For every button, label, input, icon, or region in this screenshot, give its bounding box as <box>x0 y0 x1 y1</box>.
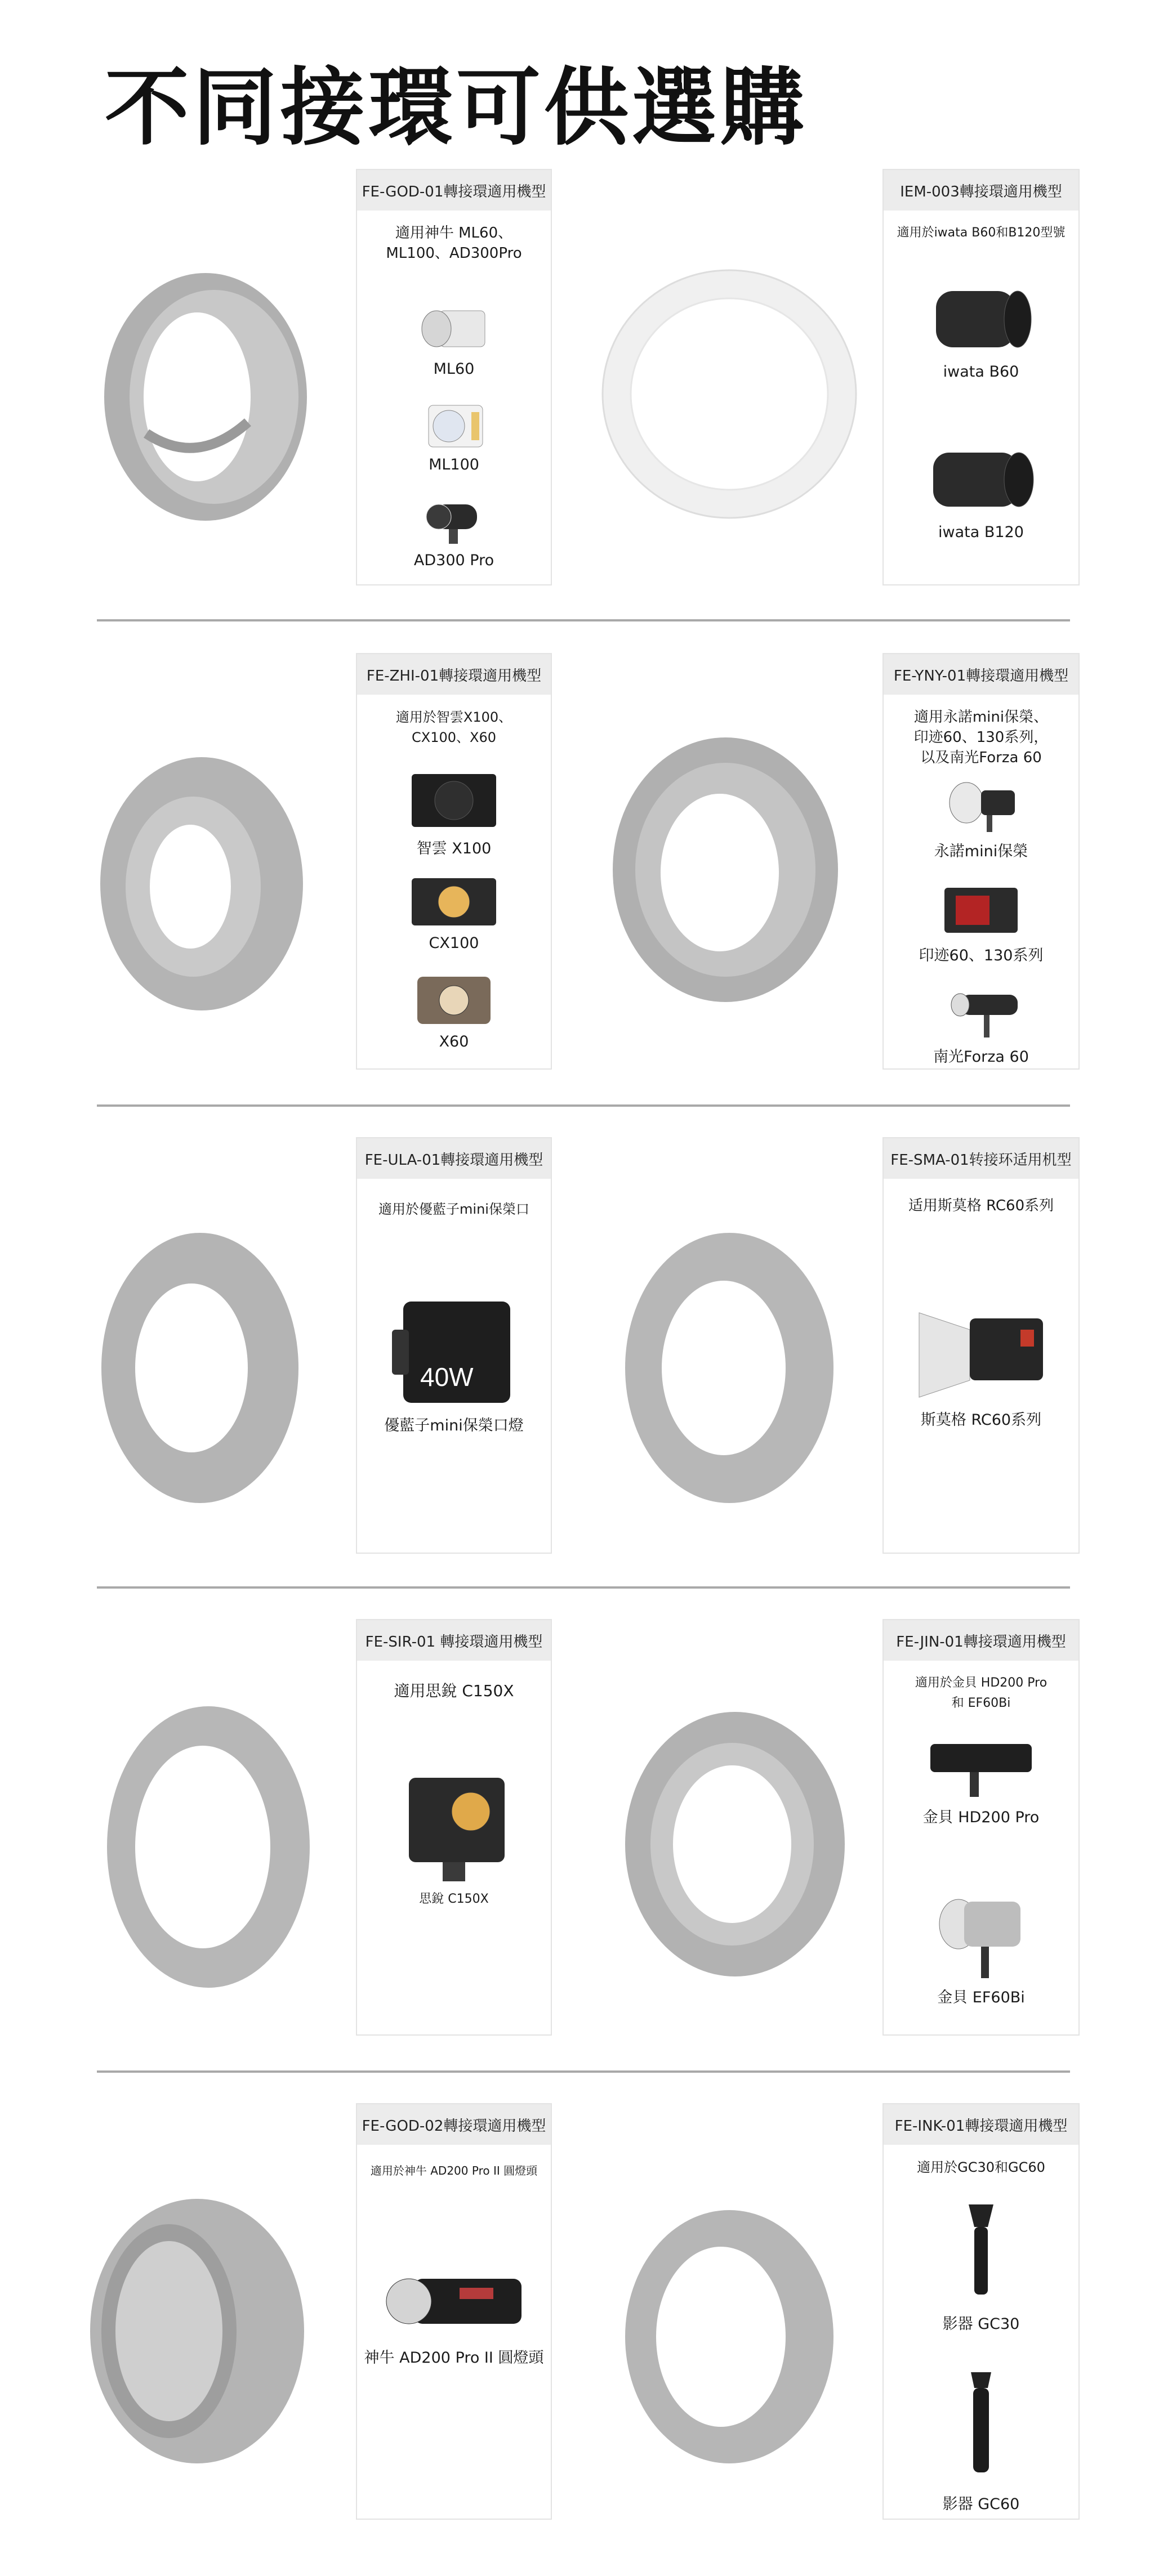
light-ef60bi-icon <box>930 1885 1032 1980</box>
product-iwata-b120 <box>884 440 1078 541</box>
section-divider <box>97 1104 1070 1107</box>
compat-card-fe-yny-01 <box>882 653 1080 1070</box>
card-header: FE-GOD-02轉接環適用機型 <box>357 2104 551 2145</box>
card-header: FE-YNY-01轉接環適用機型 <box>884 654 1078 695</box>
product-label: 影器 GC30 <box>942 2315 1020 2333</box>
adapter-ring-icon <box>619 1227 839 1509</box>
card-description: 適用於GC30和GC60 <box>917 2159 1045 2175</box>
card-header: FE-SMA-01转接环适用机型 <box>884 1138 1078 1179</box>
compat-card-fe-god-02 <box>356 2103 552 2520</box>
product-label: X60 <box>439 1033 469 1050</box>
product-label: 影器 GC60 <box>942 2496 1020 2513</box>
adapter-ring-icon <box>619 1703 850 1985</box>
product-sirui-c150x <box>357 1766 551 1907</box>
light-yinji-icon <box>939 882 1023 938</box>
light-b60-icon <box>925 280 1037 359</box>
product-ml60 <box>357 305 551 378</box>
product-cx100 <box>357 874 551 952</box>
section-3 <box>0 1126 1150 1610</box>
product-label: 優藍子mini保榮口燈 <box>384 1417 524 1434</box>
compat-card-fe-ula-01 <box>356 1137 552 1554</box>
section-2 <box>0 642 1150 1126</box>
svg-text:40W: 40W <box>420 1362 474 1392</box>
card-description: 適用思銳 C150X <box>394 1681 514 1700</box>
light-b120-icon <box>922 440 1040 519</box>
compat-card-iem-003 <box>882 169 1080 585</box>
product-label: 金貝 EF60Bi <box>937 1989 1025 2006</box>
card-description: 適用於金貝 HD200 Pro 和 EF60Bi <box>915 1676 1048 1710</box>
product-ml100 <box>357 401 551 473</box>
product-label: iwata B120 <box>938 524 1024 541</box>
adapter-ring-icon <box>619 2204 839 2469</box>
card-header: IEM-003轉接環適用機型 <box>884 170 1078 211</box>
product-label: CX100 <box>429 934 479 952</box>
card-header: FE-ZHI-01轉接環適用機型 <box>357 654 551 695</box>
section-divider <box>97 1586 1070 1589</box>
light-x100-icon <box>406 770 502 831</box>
card-header: FE-JIN-01轉接環適用機型 <box>884 1620 1078 1661</box>
section-divider <box>97 2070 1070 2073</box>
card-description: 適用於智雲X100、 CX100、X60 <box>395 709 512 745</box>
card-description: 適用神牛 ML60、 ML100、AD300Pro <box>386 225 522 262</box>
product-x60 <box>357 972 551 1050</box>
product-yongnuo-mini <box>884 778 1078 861</box>
product-ad300 <box>357 497 551 569</box>
product-label: 斯莫格 RC60系列 <box>920 1411 1042 1429</box>
card-description: 适用斯莫格 RC60系列 <box>908 1197 1054 1214</box>
light-ad200-icon <box>375 2268 533 2335</box>
product-iwata-b60 <box>884 280 1078 381</box>
compat-card-fe-ink-01 <box>882 2103 1080 2520</box>
product-label: AD300 Pro <box>413 552 494 569</box>
compat-card-fe-god-01 <box>356 169 552 585</box>
light-gc60-icon <box>959 2369 1004 2487</box>
product-ulanzi-mini <box>357 1296 551 1435</box>
adapter-ring-icon <box>607 732 844 1008</box>
product-x100 <box>357 770 551 858</box>
light-ml100-icon <box>417 401 491 451</box>
compat-card-fe-sir-01 <box>356 1619 552 2036</box>
adapter-ring-icon <box>597 265 862 524</box>
light-forza-icon <box>939 983 1023 1040</box>
compat-card-fe-jin-01 <box>882 1619 1080 2036</box>
card-description: 適用永諾mini保榮、 印迹60、130系列， 以及南光Forza 60 <box>913 709 1049 766</box>
light-gc30-icon <box>959 2200 1004 2307</box>
compat-card-fe-sma-01 <box>882 1137 1080 1554</box>
card-description: 適用於優藍子mini保榮口 <box>378 1201 529 1217</box>
card-description: 適用於神牛 AD200 Pro II 圓燈頭 <box>370 2164 538 2177</box>
light-x60-icon <box>412 972 496 1028</box>
section-divider <box>97 619 1070 621</box>
light-cx100-icon <box>406 874 502 930</box>
product-yinji <box>884 882 1078 965</box>
product-gc30 <box>884 2200 1078 2333</box>
card-header: FE-ULA-01轉接環適用機型 <box>357 1138 551 1179</box>
adapter-ring-icon <box>84 2193 310 2469</box>
product-jinbei-hd200 <box>884 1733 1078 1827</box>
product-label: iwata B60 <box>943 363 1019 381</box>
product-label: 印迹60、130系列 <box>919 947 1044 964</box>
card-header: FE-INK-01轉接環適用機型 <box>884 2104 1078 2145</box>
product-label: ML100 <box>429 456 479 473</box>
adapter-ring-icon <box>96 265 315 529</box>
card-header: FE-GOD-01轉接環適用機型 <box>357 170 551 211</box>
page-title: 不同接環可供選購 <box>104 59 808 157</box>
product-smallrig-rc60 <box>884 1296 1078 1429</box>
section-5 <box>0 2092 1150 2576</box>
light-ulanzi-icon <box>386 1296 521 1408</box>
light-yongnuo-icon <box>942 778 1020 834</box>
product-ad200-pro-ii <box>357 2268 551 2367</box>
section-1 <box>0 158 1150 642</box>
light-rc60-icon <box>908 1296 1054 1403</box>
light-hd200-icon <box>919 1733 1043 1800</box>
product-jinbei-ef60bi <box>884 1885 1078 2007</box>
section-4 <box>0 1608 1150 2092</box>
product-label: 思銳 C150X <box>419 1892 489 1906</box>
light-ad300-icon <box>417 497 491 547</box>
light-sirui-icon <box>392 1766 516 1885</box>
card-header: FE-SIR-01 轉接環適用機型 <box>357 1620 551 1661</box>
product-label: 永諾mini保榮 <box>934 843 1028 860</box>
product-gc60 <box>884 2369 1078 2514</box>
compat-card-fe-zhi-01 <box>356 653 552 1070</box>
product-label: 南光Forza 60 <box>933 1048 1029 1066</box>
product-label: ML60 <box>433 360 475 378</box>
adapter-ring-icon <box>95 749 309 1019</box>
product-forza-60 <box>884 983 1078 1066</box>
adapter-ring-icon <box>101 1698 315 1996</box>
product-label: 智雲 X100 <box>416 840 492 857</box>
light-ml60-icon <box>417 305 491 356</box>
adapter-ring-icon <box>96 1227 304 1509</box>
product-label: 神牛 AD200 Pro II 圓燈頭 <box>364 2349 544 2367</box>
card-description: 適用於iwata B60和B120型號 <box>897 226 1066 240</box>
product-label: 金貝 HD200 Pro <box>922 1809 1040 1826</box>
